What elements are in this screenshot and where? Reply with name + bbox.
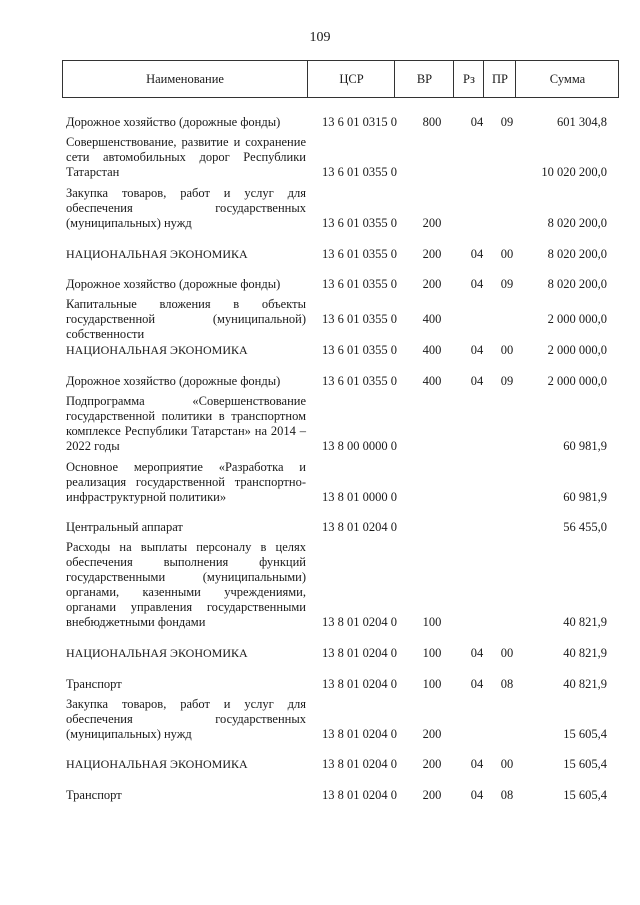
row-name: Капитальные вложения в объекты государственной (муниципальной) собственности xyxy=(66,297,306,341)
row-csr: 13 8 01 0204 0 xyxy=(322,615,397,629)
row-pr: 00 xyxy=(500,247,514,261)
row-sum: 56 455,0 xyxy=(563,520,607,534)
table-header xyxy=(62,60,619,98)
row-name: НАЦИОНАЛЬНАЯ ЭКОНОМИКА xyxy=(66,646,248,660)
row-vr: 400 xyxy=(422,343,442,357)
row-csr: 13 8 01 0204 0 xyxy=(322,677,397,691)
row-name: НАЦИОНАЛЬНАЯ ЭКОНОМИКА xyxy=(66,247,248,261)
row-rz: 04 xyxy=(470,788,484,802)
table-row xyxy=(0,677,640,692)
table-row xyxy=(0,297,640,341)
row-name: Закупка товаров, работ и услуг для обеспечения государственных (муниципальных) нужд xyxy=(66,697,306,741)
page-number: 109 xyxy=(309,30,331,45)
row-name: НАЦИОНАЛЬНАЯ ЭКОНОМИКА xyxy=(66,343,248,357)
row-pr: 00 xyxy=(500,343,514,357)
row-vr: 400 xyxy=(422,312,442,326)
row-csr: 13 6 01 0355 0 xyxy=(322,165,397,179)
row-vr: 200 xyxy=(422,216,442,230)
row-sum: 10 020 200,0 xyxy=(541,165,607,179)
row-csr: 13 6 01 0355 0 xyxy=(322,343,397,357)
row-sum: 40 821,9 xyxy=(563,646,607,660)
row-rz: 04 xyxy=(470,374,484,388)
row-name: Транспорт xyxy=(66,677,122,691)
row-csr: 13 6 01 0355 0 xyxy=(322,312,397,326)
row-pr: 00 xyxy=(500,757,514,771)
row-sum: 15 605,4 xyxy=(563,757,607,771)
row-rz: 04 xyxy=(470,343,484,357)
row-csr: 13 6 01 0315 0 xyxy=(322,115,397,129)
row-vr: 100 xyxy=(422,646,442,660)
row-name: Расходы на выплаты персоналу в целях обеспечения выполнения функций государственными (муниципальными) органами, казенными учреждениями, органами управления государственными внебюджетными фондами xyxy=(66,540,306,629)
table-row xyxy=(0,540,640,630)
row-rz: 04 xyxy=(470,677,484,691)
row-csr: 13 6 01 0355 0 xyxy=(322,247,397,261)
row-vr: 200 xyxy=(422,277,442,291)
row-csr: 13 8 01 0204 0 xyxy=(322,757,397,771)
row-rz: 04 xyxy=(470,247,484,261)
row-vr: 400 xyxy=(422,374,442,388)
table-row xyxy=(0,788,640,803)
row-csr: 13 6 01 0355 0 xyxy=(322,374,397,388)
row-csr: 13 8 01 0204 0 xyxy=(322,520,397,534)
column-header-sum: Сумма xyxy=(515,61,619,97)
row-pr: 00 xyxy=(500,646,514,660)
row-rz: 04 xyxy=(470,757,484,771)
table-row xyxy=(0,697,640,742)
table-row xyxy=(0,343,640,358)
row-csr: 13 8 00 0000 0 xyxy=(322,439,397,453)
row-pr: 08 xyxy=(500,677,514,691)
row-sum: 2 000 000,0 xyxy=(547,343,607,357)
row-sum: 40 821,9 xyxy=(563,615,607,629)
row-name: Центральный аппарат xyxy=(66,520,183,534)
row-sum: 8 020 200,0 xyxy=(547,216,607,230)
row-name: Дорожное хозяйство (дорожные фонды) xyxy=(66,374,281,388)
row-sum: 8 020 200,0 xyxy=(547,247,607,261)
row-sum: 8 020 200,0 xyxy=(547,277,607,291)
row-pr: 08 xyxy=(500,788,514,802)
table-row xyxy=(0,186,640,231)
row-vr: 100 xyxy=(422,677,442,691)
table-row xyxy=(0,247,640,262)
column-header-pr: ПР xyxy=(483,61,516,97)
row-name: Закупка товаров, работ и услуг для обеспечения государственных (муниципальных) нужд xyxy=(66,186,306,230)
column-header-vr: ВР xyxy=(394,61,454,97)
row-vr: 200 xyxy=(422,727,442,741)
row-sum: 2 000 000,0 xyxy=(547,312,607,326)
row-sum: 15 605,4 xyxy=(563,788,607,802)
table-row xyxy=(0,646,640,661)
row-sum: 15 605,4 xyxy=(563,727,607,741)
row-vr: 200 xyxy=(422,788,442,802)
column-header-rz: Рз xyxy=(453,61,484,97)
row-sum: 60 981,9 xyxy=(563,490,607,504)
row-sum: 2 000 000,0 xyxy=(547,374,607,388)
row-csr: 13 8 01 0204 0 xyxy=(322,727,397,741)
row-rz: 04 xyxy=(470,646,484,660)
row-name: Дорожное хозяйство (дорожные фонды) xyxy=(66,277,281,291)
row-sum: 40 821,9 xyxy=(563,677,607,691)
table-row xyxy=(0,374,640,389)
table-row xyxy=(0,115,640,130)
row-vr: 200 xyxy=(422,247,442,261)
row-csr: 13 8 01 0000 0 xyxy=(322,490,397,504)
row-sum: 601 304,8 xyxy=(557,115,607,129)
row-name: Транспорт xyxy=(66,788,122,802)
table-row xyxy=(0,135,640,180)
table-row xyxy=(0,520,640,535)
row-pr: 09 xyxy=(500,277,514,291)
row-vr: 200 xyxy=(422,757,442,771)
column-header-csr: ЦСР xyxy=(307,61,395,97)
row-name: Основное мероприятие «Разработка и реализация государственной транспортно-инфраструктурной политики» xyxy=(66,460,306,504)
row-name: Совершенствование, развитие и сохранение сети автомобильных дорог Республики Татарстан xyxy=(66,135,306,179)
row-csr: 13 8 01 0204 0 xyxy=(322,646,397,660)
row-name: НАЦИОНАЛЬНАЯ ЭКОНОМИКА xyxy=(66,757,248,771)
row-name: Подпрограмма «Совершенствование государственной политики в транспортном комплексе Республики Татарстан» на 2014 – 2022 годы xyxy=(66,394,306,453)
row-pr: 09 xyxy=(500,115,514,129)
row-csr: 13 8 01 0204 0 xyxy=(322,788,397,802)
table-row xyxy=(0,394,640,454)
row-vr: 100 xyxy=(422,615,442,629)
column-header-name: Наименование xyxy=(146,72,224,86)
row-pr: 09 xyxy=(500,374,514,388)
row-rz: 04 xyxy=(470,277,484,291)
table-row xyxy=(0,277,640,292)
table-row xyxy=(0,757,640,772)
row-name: Дорожное хозяйство (дорожные фонды) xyxy=(66,115,281,129)
table-row xyxy=(0,460,640,505)
row-sum: 60 981,9 xyxy=(563,439,607,453)
row-csr: 13 6 01 0355 0 xyxy=(322,277,397,291)
row-rz: 04 xyxy=(470,115,484,129)
row-vr: 800 xyxy=(422,115,442,129)
row-csr: 13 6 01 0355 0 xyxy=(322,216,397,230)
